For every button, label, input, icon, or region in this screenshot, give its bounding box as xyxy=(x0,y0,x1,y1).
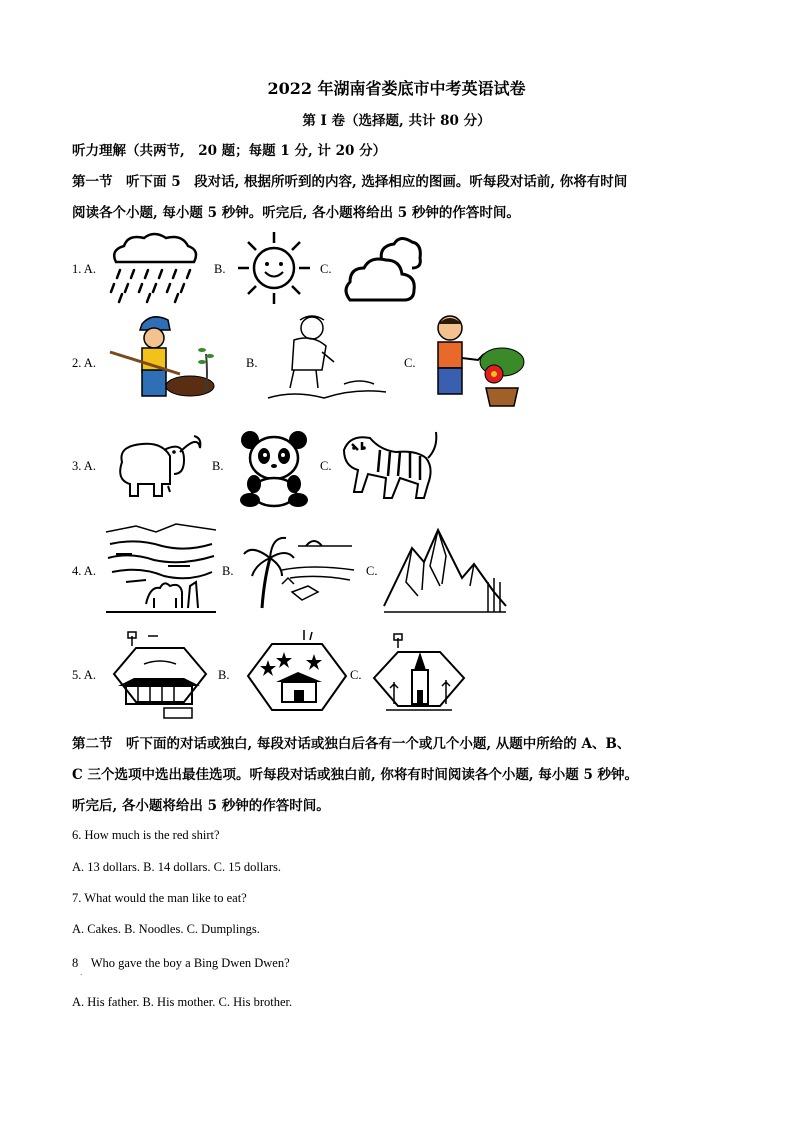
temple-fireworks-icon xyxy=(242,630,352,722)
section2-line2: C 三个选项中选出最佳选项。听每段对话或独白前, 你将有时间阅读各个小题, 每小题 5 秒钟。 xyxy=(72,767,639,783)
boy-watering-flowers-icon xyxy=(428,312,524,408)
q3-label-b: B. xyxy=(212,459,224,473)
question-6-options: A. 13 dollars. B. 14 dollars. C. 15 dollars. xyxy=(72,860,282,874)
q4-label-b: B. xyxy=(222,564,234,578)
q5-label-b: B. xyxy=(218,668,230,682)
question-8-stem: 8 Who gave the boy a Bing Dwen Dwen? xyxy=(72,956,290,970)
q3-label-a: 3. A. xyxy=(72,459,96,473)
church-icon xyxy=(370,630,468,722)
q5-label-c: C. xyxy=(350,668,362,682)
question-7-stem: 7. What would the man like to eat? xyxy=(72,891,247,905)
section1-line1: 第一节 听下面 5 段对话, 根据所听到的内容, 选择相应的图画。听每段对话前, 你将有时间 xyxy=(72,174,628,190)
question-8-options: A. His father. B. His mother. C. His brother. xyxy=(72,995,293,1009)
q3-label-c: C. xyxy=(320,459,332,473)
boy-planting-tree-icon xyxy=(110,312,240,408)
q4-label-a: 4. A. xyxy=(72,564,96,578)
q4-label-c: C. xyxy=(366,564,378,578)
question-7-options: A. Cakes. B. Noodles. C. Dumplings. xyxy=(72,922,260,936)
asian-pavilion-icon xyxy=(104,628,214,722)
sun-icon xyxy=(236,230,312,306)
listening-header: 听力理解（共两节, 20 题；每题 1 分, 计 20 分） xyxy=(72,143,387,159)
q2-label-b: B. xyxy=(246,356,258,370)
elephant-icon xyxy=(108,430,208,502)
page-title: 2022 年湖南省娄底市中考英语试卷 xyxy=(267,79,526,98)
q5-label-a: 5. A. xyxy=(72,668,96,682)
mountains-icon xyxy=(384,526,506,614)
section2-line3: 听完后, 各小题将给出 5 秒钟的作答时间。 xyxy=(72,798,330,814)
q1-label-a: 1. A. xyxy=(72,262,96,276)
stray-mark: . xyxy=(80,968,83,977)
section2-line1: 第二节 听下面的对话或独白, 每段对话或独白后各有一个或几个小题, 从题中所给的 A、B、 xyxy=(72,736,631,752)
panda-icon xyxy=(236,428,312,508)
section-subtitle: 第 I 卷（选择题, 共计 80 分） xyxy=(302,113,491,129)
q2-label-a: 2. A. xyxy=(72,356,96,370)
section1-line2: 阅读各个小题, 每小题 5 秒钟。听完后, 各小题将给出 5 秒钟的作答时间。 xyxy=(72,205,520,221)
woman-washing-icon xyxy=(264,312,390,406)
q2-label-c: C. xyxy=(404,356,416,370)
question-6-stem: 6. How much is the red shirt? xyxy=(72,828,220,842)
q1-label-b: B. xyxy=(214,262,226,276)
tiger-icon xyxy=(340,428,446,504)
rain-cloud-icon xyxy=(106,232,202,304)
clouds-icon xyxy=(342,234,424,304)
q1-label-c: C. xyxy=(320,262,332,276)
desert-camels-icon xyxy=(106,524,216,616)
beach-palm-icon xyxy=(242,530,356,610)
